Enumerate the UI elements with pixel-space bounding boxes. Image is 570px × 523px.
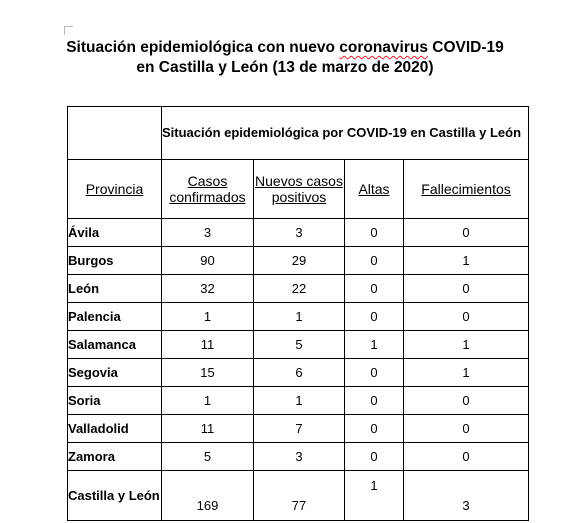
cell-casos: 32	[162, 275, 254, 303]
col-header-altas: Altas	[345, 160, 404, 219]
table-row	[68, 219, 529, 247]
col-header-nuevos: Nuevos casos positivos	[254, 160, 345, 219]
table-row	[68, 359, 529, 387]
cell-provincia: León	[68, 275, 162, 303]
epidemiology-table	[67, 106, 529, 521]
cell-nuevos: 1	[254, 387, 345, 415]
cell-altas: 1	[345, 331, 404, 359]
cell-fallecimientos: 1	[404, 247, 529, 275]
cell-casos: 5	[162, 443, 254, 471]
page-corner-mark	[64, 26, 73, 35]
table-row	[68, 415, 529, 443]
cell-fallecimientos: 0	[404, 275, 529, 303]
table-row-total	[68, 471, 529, 521]
cell-nuevos: 6	[254, 359, 345, 387]
header-blank-cell	[68, 107, 162, 160]
table-row	[68, 275, 529, 303]
cell-provincia: Castilla y León	[68, 471, 162, 521]
cell-fallecimientos: 1	[404, 359, 529, 387]
group-header-row	[68, 107, 529, 160]
cell-fallecimientos: 0	[404, 415, 529, 443]
cell-altas: 0	[345, 359, 404, 387]
cell-nuevos: 29	[254, 247, 345, 275]
col-header-fallecimientos: Fallecimientos	[404, 160, 529, 219]
col-header-provincia: Provincia	[68, 160, 162, 219]
cell-casos: 11	[162, 331, 254, 359]
spellcheck-word: coronavirus	[339, 39, 428, 56]
cell-nuevos: 22	[254, 275, 345, 303]
cell-provincia: Palencia	[68, 303, 162, 331]
table-row	[68, 303, 529, 331]
cell-nuevos: 3	[254, 219, 345, 247]
cell-casos: 1	[162, 387, 254, 415]
cell-fallecimientos: 3	[404, 471, 529, 521]
cell-nuevos: 5	[254, 331, 345, 359]
cell-fallecimientos: 0	[404, 303, 529, 331]
cell-nuevos: 1	[254, 303, 345, 331]
cell-altas: 0	[345, 303, 404, 331]
cell-casos: 90	[162, 247, 254, 275]
cell-provincia: Zamora	[68, 443, 162, 471]
cell-nuevos: 7	[254, 415, 345, 443]
cell-provincia: Burgos	[68, 247, 162, 275]
cell-altas: 0	[345, 387, 404, 415]
table-row	[68, 387, 529, 415]
cell-fallecimientos: 0	[404, 387, 529, 415]
cell-provincia: Valladolid	[68, 415, 162, 443]
title-line-2: en Castilla y León (13 de marzo de 2020)	[136, 59, 434, 76]
cell-fallecimientos: 0	[404, 219, 529, 247]
group-header: Situación epidemiológica por COVID-19 en Castilla y León	[162, 107, 529, 160]
cell-casos: 3	[162, 219, 254, 247]
cell-provincia: Soria	[68, 387, 162, 415]
cell-casos: 169	[162, 471, 254, 521]
cell-fallecimientos: 1	[404, 331, 529, 359]
cell-altas: 0	[345, 275, 404, 303]
cell-fallecimientos: 0	[404, 443, 529, 471]
cell-casos: 11	[162, 415, 254, 443]
table-row	[68, 247, 529, 275]
table-row	[68, 443, 529, 471]
cell-altas: 0	[345, 415, 404, 443]
cell-altas: 1	[345, 471, 404, 521]
document-title	[0, 38, 570, 78]
cell-nuevos: 77	[254, 471, 345, 521]
cell-provincia: Segovia	[68, 359, 162, 387]
col-header-casos: Casos confirmados	[162, 160, 254, 219]
cell-casos: 1	[162, 303, 254, 331]
cell-nuevos: 3	[254, 443, 345, 471]
cell-provincia: Salamanca	[68, 331, 162, 359]
cell-casos: 15	[162, 359, 254, 387]
title-line-1: Situación epidemiológica con nuevo coronavirus COVID-19	[66, 39, 504, 56]
cell-altas: 0	[345, 219, 404, 247]
column-header-row	[68, 160, 529, 219]
cell-altas: 0	[345, 443, 404, 471]
cell-altas: 0	[345, 247, 404, 275]
table-row	[68, 331, 529, 359]
cell-provincia: Ávila	[68, 219, 162, 247]
